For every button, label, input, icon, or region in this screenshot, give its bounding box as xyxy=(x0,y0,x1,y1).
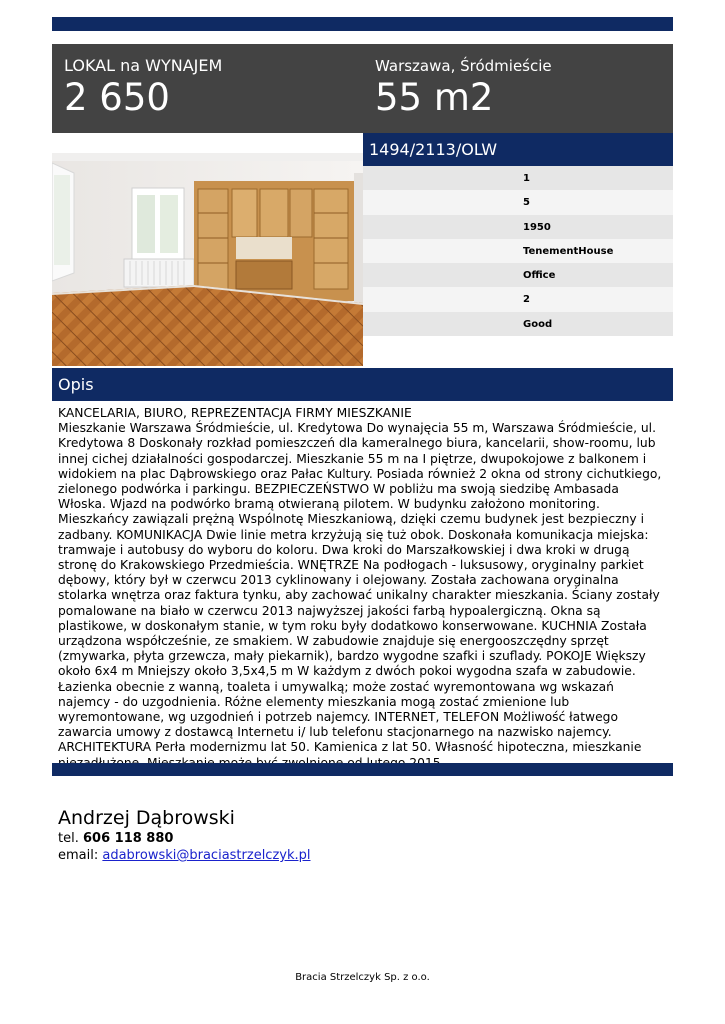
detail-value: Office xyxy=(523,270,556,282)
detail-row xyxy=(363,263,673,287)
offer-reference-bar xyxy=(363,133,673,166)
agent-phone: 606 118 880 xyxy=(82,831,174,846)
description-heading: Opis xyxy=(58,375,94,394)
footer-company: Bracia Strzelczyk Sp. z o.o. xyxy=(295,972,430,983)
detail-row xyxy=(363,239,673,263)
listing-price: 2 650 xyxy=(64,76,170,119)
header-right xyxy=(375,56,552,120)
detail-value: Good xyxy=(523,318,553,330)
agent-name: Andrzej Dąbrowski xyxy=(58,807,235,829)
description-body: Mieszkanie Warszawa Śródmieście, ul. Kredytowa Do wynajęcia 55 m, Warszawa Śródmieście, ul. Kredytowa 8 Doskonały rozkład pomieszczeń dla kameralnego biura, kancelarii, show-roomu, lub innej cichej działalności gospodarczej. Mieszkanie 55 m na I piętrze, dwupokojowe z balkonem i widokiem na plac Dąbrowskiego oraz Pałac Kultury. Posiada również 2 okna od strony cichutkiego, zielonego podwórka i parkingu. BEZPIECZEŃSTWO W pobliżu ma swoją siedzibę Ambasada Włoska. Wjazd na podwórko bramą otwieraną pilotem. W budynku założono monitoring. Mieszkańcy zawiązali prężną Wspólnotę Mieszkaniową, dzięki czemu budynek jest bezpieczny i zadbany. KOMUNIKACJA Dwie linie metra krzyżują się tuż obok. Doskonała komunikacja miejska: tramwaje i autobusy do wyboru do koloru. Dwa kroki do Marszałkowskiej i dwa kroki w drugą stronę do Krakowskiego Przedmieścia. WNĘTRZE Na podłogach - luksusowy, oryginalny parkiet dębowy, który był w czerwcu 2013 cyklinowany i olejowany. Została zachowana oryginalna stolarka wnętrza oraz faktura tynku, aby zachować unikalny charakter mieszkania. Ściany zostały pomalowane na biało w czerwcu 2013 najwyższej jakości farbą hypoalergiczną. Okna są plastikowe, w doskonałym stanie, w tym roku były dodatkowo konserwowane. KUCHNIA Została urządzona współcześnie, ze smakiem. W zabudowie znajduje się energooszczędny sprzęt (zmywarka, płyta grzewcza, mały piekarnik), bardzo wygodne szafki i szuflady. POKOJE Większy około 6x4 m Mniejszy około 3,5x4,5 m W każdym z dwóch pokoi wygodna szafa w zabudowie. Łazienka obecnie z wanną, toaleta i umywalką; może zostać wyremontowana wg wskazań najemcy - do uzgodnienia. Różne elementy mieszkania mogą zostać zmienione lub wyremontowane, wg uzgodnień i potrzeb najemcy. INTERNET, TELEFON Możliwość łatwego zawarcia umowy z dostawcą Internetu i/ lub telefonu stacjonarnego na nazwisko najemcy. ARCHITEKTURA Perła modernizmu lat 50. Kamienica z lat 50. Własność hipoteczna, mieszkanie xyxy=(58,421,662,755)
property-photo xyxy=(52,153,363,366)
phone-label: tel. xyxy=(58,831,79,846)
header-left xyxy=(64,56,222,120)
listing-area: 55 m2 xyxy=(375,76,494,119)
agent-email-link[interactable]: adabrowski@braciastrzelczyk.pl xyxy=(102,848,311,863)
description-title: KANCELARIA, BIURO, REPREZENTACJA FIRMY MIESZKANIE xyxy=(58,406,412,420)
detail-value: 1 xyxy=(523,173,530,184)
description-heading-bar xyxy=(52,368,673,401)
detail-value: 1950 xyxy=(523,221,551,233)
agent-phone-line xyxy=(58,830,311,847)
listing-header xyxy=(52,44,673,133)
detail-value: TenementHouse xyxy=(523,245,614,257)
email-label: email: xyxy=(58,848,99,863)
detail-value: 5 xyxy=(523,197,530,209)
detail-row xyxy=(363,190,673,214)
top-decor-bar xyxy=(52,17,673,31)
offer-reference: 1494/2113/OLW xyxy=(369,140,498,159)
listing-type: LOKAL na WYNAJEM xyxy=(64,56,223,75)
listing-location: Warszawa, Śródmieście xyxy=(375,57,552,75)
description-text xyxy=(58,406,670,771)
detail-value: 2 xyxy=(523,294,530,306)
agent-contact xyxy=(58,806,311,864)
agent-email-line xyxy=(58,847,311,864)
detail-row xyxy=(363,166,673,190)
detail-row xyxy=(363,287,673,311)
detail-row xyxy=(363,215,673,239)
detail-row xyxy=(363,312,673,336)
offer-details-table xyxy=(363,166,673,336)
bottom-decor-bar xyxy=(52,763,673,776)
